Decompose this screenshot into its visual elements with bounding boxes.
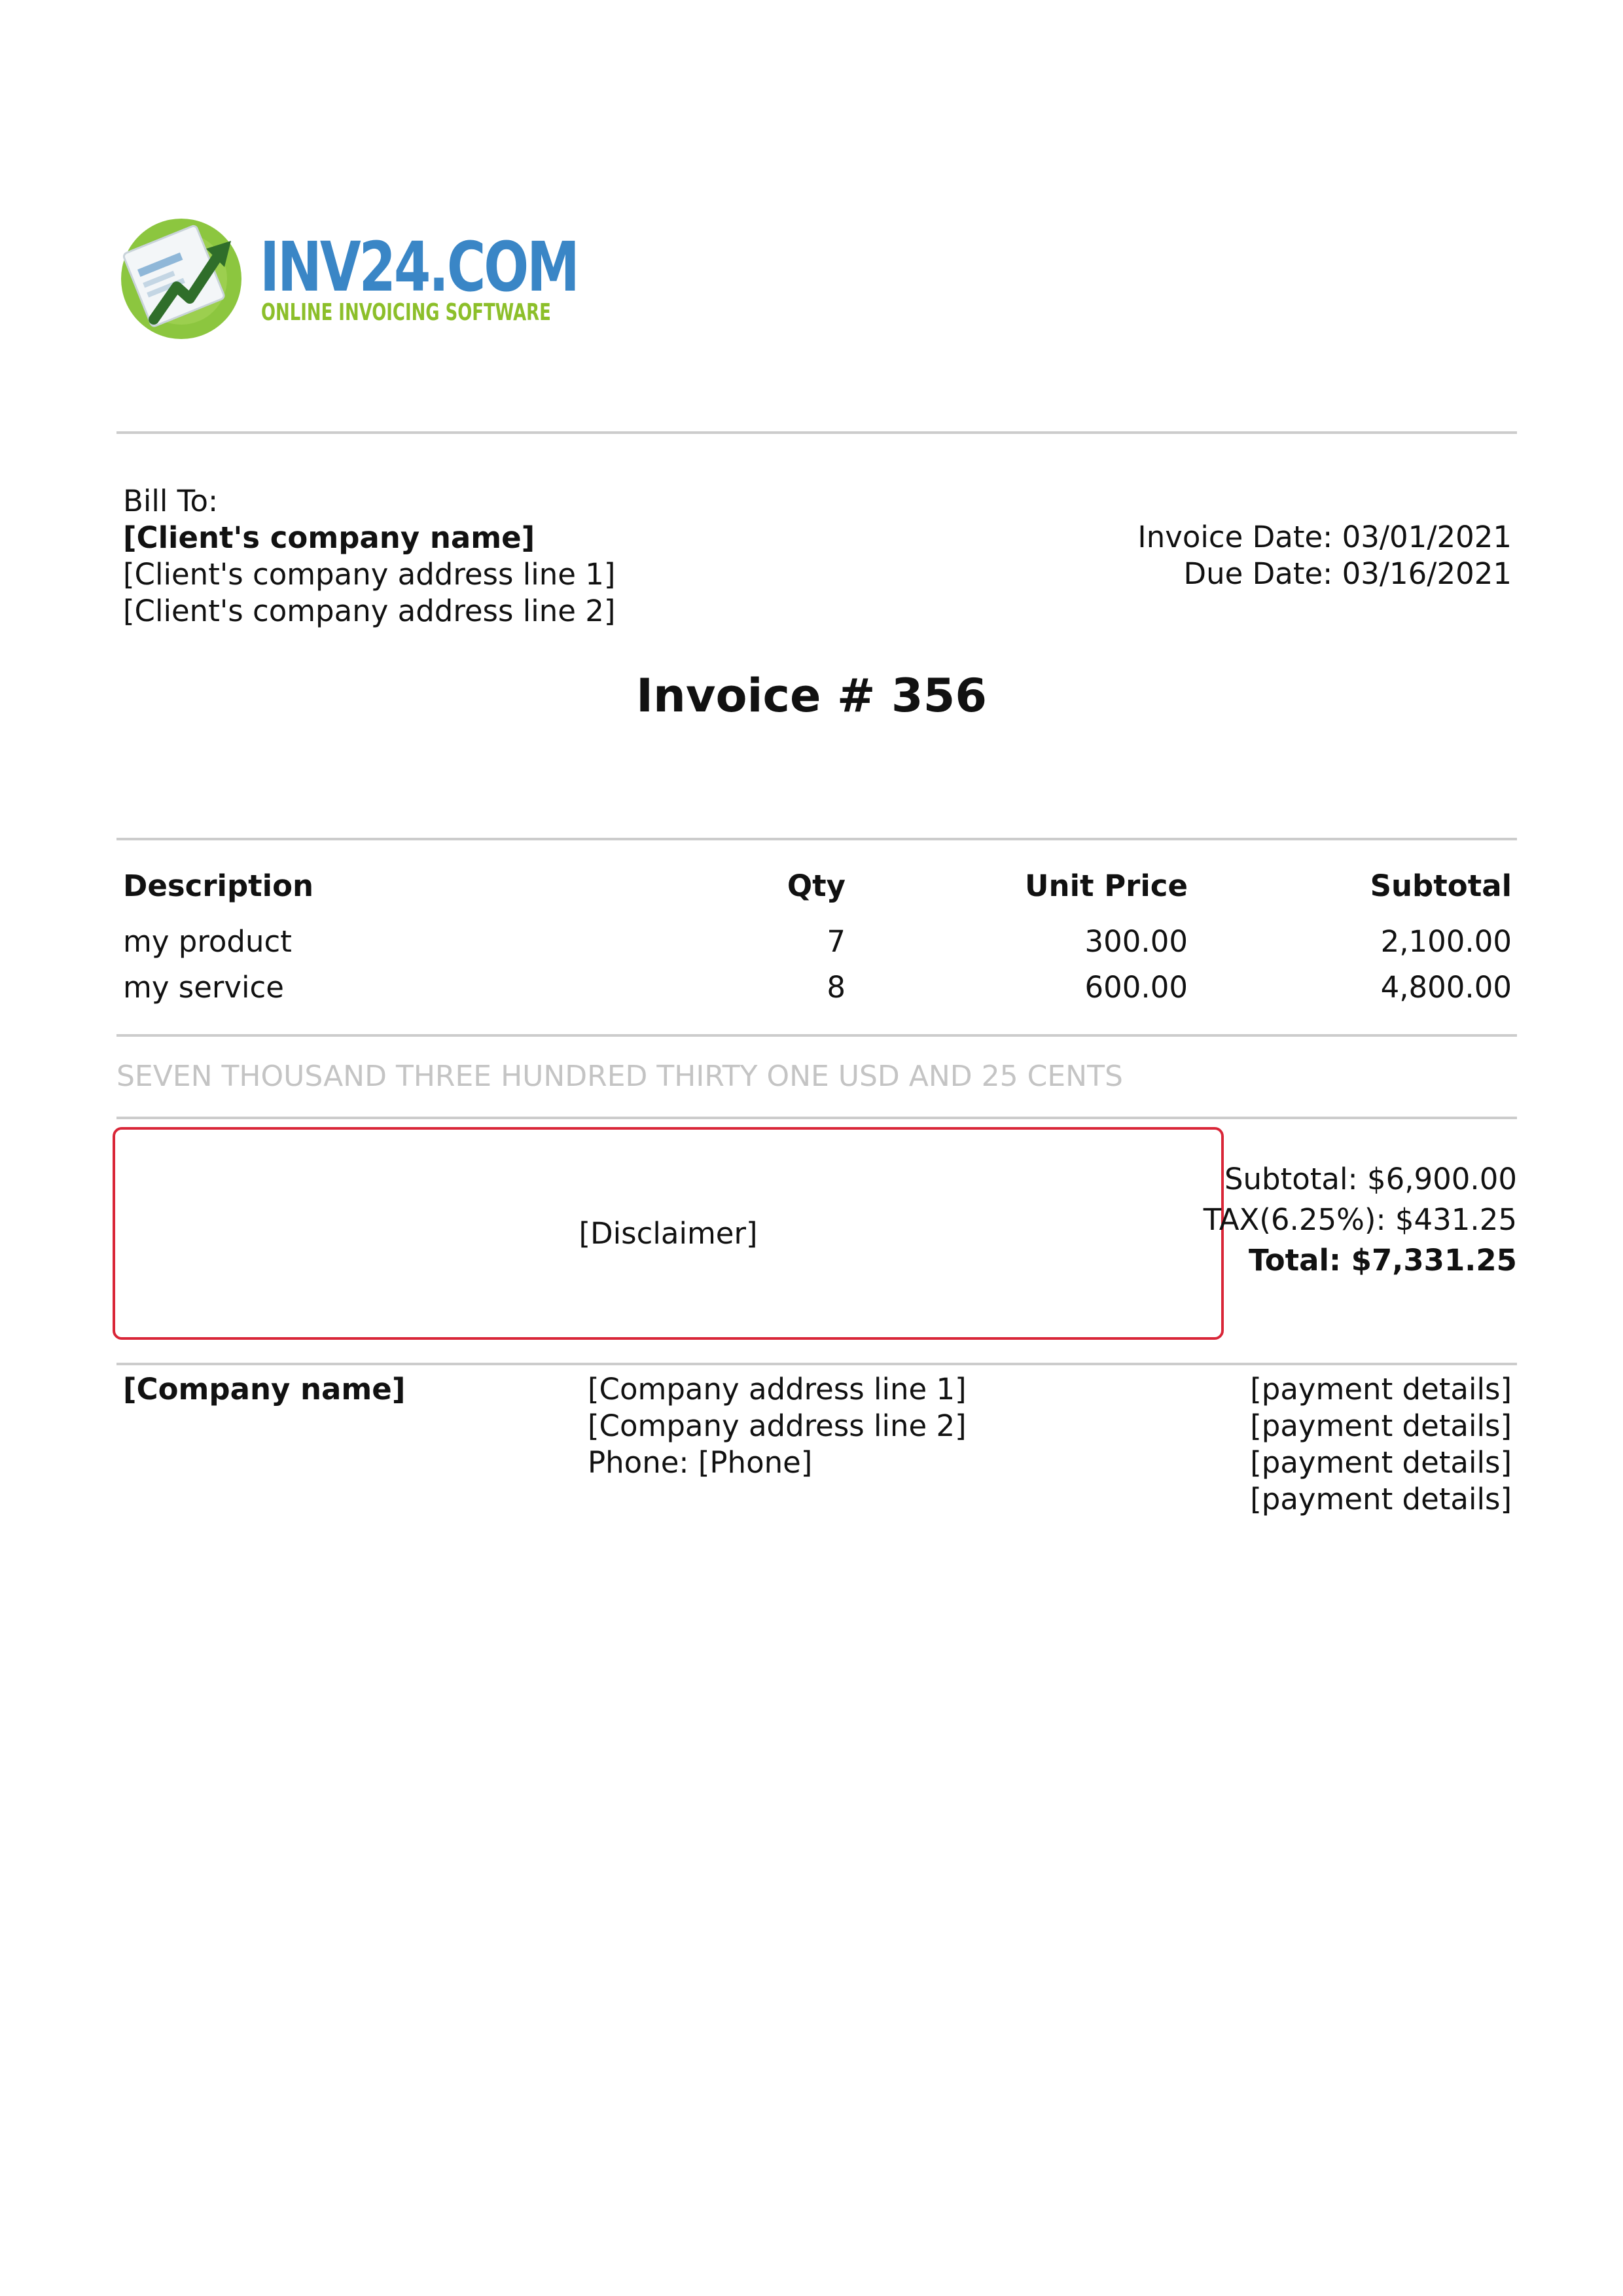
header-qty: Qty	[787, 869, 846, 903]
row-2-qty: 8	[827, 970, 846, 1005]
row-1-unit-price: 300.00	[1084, 924, 1188, 959]
table-bottom-divider	[116, 1034, 1517, 1037]
bill-to-section	[123, 483, 615, 630]
footer-address-line-1: [Company address line 1]	[588, 1372, 967, 1407]
amount-in-words: SEVEN THOUSAND THREE HUNDRED THIRTY ONE USD AND 25 CENTS	[116, 1060, 1123, 1093]
client-address-line-1: [Client's company address line 1]	[123, 557, 616, 592]
invoice-title: Invoice # 356	[635, 669, 988, 723]
payment-details-4: [payment details]	[1250, 1482, 1512, 1516]
disclaimer-box	[113, 1127, 1224, 1340]
table-top-divider	[116, 838, 1517, 840]
footer-company-name: [Company name]	[123, 1372, 406, 1407]
disclaimer-text: [Disclaimer]	[579, 1215, 758, 1251]
row-2-unit-price: 600.00	[1084, 970, 1188, 1005]
header-unit-price: Unit Price	[1025, 869, 1188, 903]
footer-payment-details	[1250, 1371, 1512, 1518]
totals-total: Total: $7,331.25	[1249, 1243, 1517, 1278]
footer-address-line-2: [Company address line 2]	[588, 1408, 967, 1443]
company-logo	[115, 208, 578, 346]
payment-details-3: [payment details]	[1250, 1445, 1512, 1480]
row-2-description: my service	[123, 970, 284, 1005]
logo-tagline: ONLINE INVOICING SOFTWARE	[261, 299, 551, 326]
bill-to-label: Bill To:	[123, 484, 219, 518]
row-1-description: my product	[123, 924, 292, 959]
totals-subtotal: Subtotal: $6,900.00	[1224, 1162, 1517, 1196]
payment-details-1: [payment details]	[1250, 1372, 1512, 1407]
header-divider	[116, 431, 1517, 434]
header-subtotal: Subtotal	[1370, 869, 1512, 903]
client-address-line-2: [Client's company address line 2]	[123, 594, 616, 628]
footer-phone: Phone: [Phone]	[588, 1445, 813, 1480]
payment-details-2: [payment details]	[1250, 1408, 1512, 1443]
footer-divider	[116, 1363, 1517, 1365]
summary-divider	[116, 1117, 1517, 1119]
footer-address	[588, 1371, 967, 1481]
row-1-qty: 7	[827, 924, 846, 959]
row-1-subtotal: 2,100.00	[1380, 924, 1512, 959]
totals-section	[1204, 1159, 1517, 1281]
invoice-date: Invoice Date: 03/01/2021	[1137, 520, 1512, 554]
logo-brand-text: INV24.COM	[260, 227, 578, 307]
totals-tax: TAX(6.25%): $431.25	[1203, 1202, 1517, 1237]
due-date: Due Date: 03/16/2021	[1183, 556, 1512, 591]
invoice-dates	[1137, 519, 1512, 592]
invoice-chart-icon	[115, 208, 252, 346]
row-2-subtotal: 4,800.00	[1380, 970, 1512, 1005]
header-description: Description	[123, 869, 314, 903]
client-company-name: [Client's company name]	[123, 520, 535, 555]
